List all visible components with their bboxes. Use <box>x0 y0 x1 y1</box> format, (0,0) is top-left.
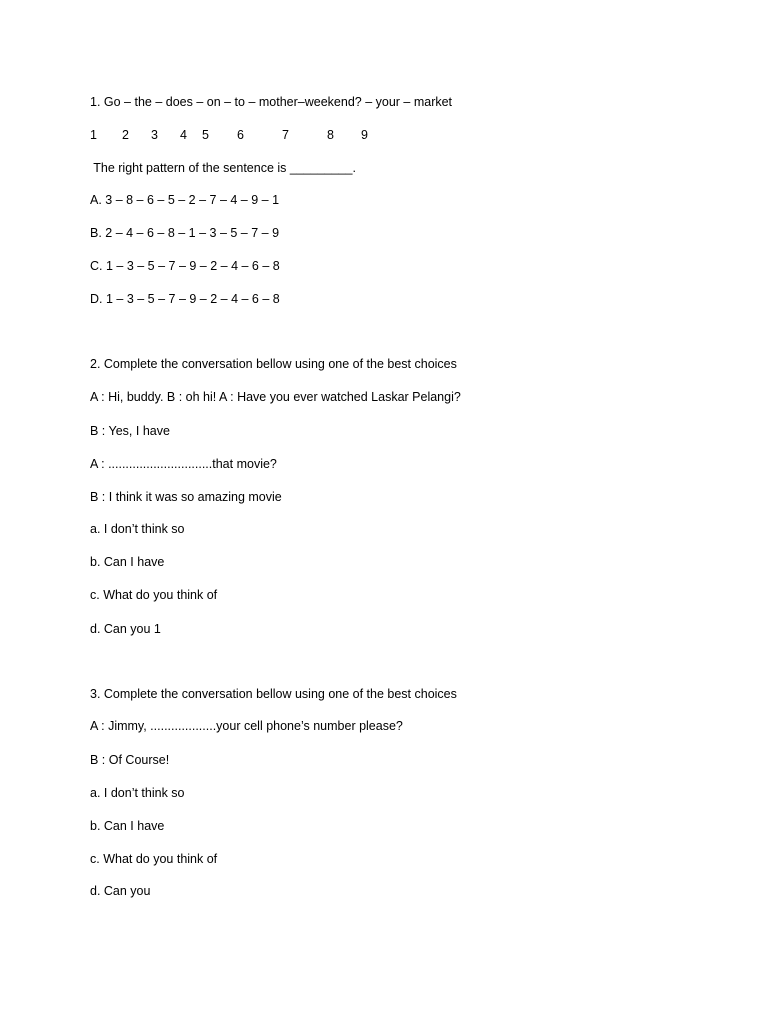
q3-dialog-line: A : Jimmy, ...................your cell phone’s number please? <box>90 719 403 733</box>
q3-option-a: a. I don’t think so <box>90 786 185 800</box>
q1-option-c: C. 1 – 3 – 5 – 7 – 9 – 2 – 4 – 6 – 8 <box>90 259 280 273</box>
q1-prompt: The right pattern of the sentence is _________. <box>90 161 356 175</box>
q2-option-a: a. I don’t think so <box>90 522 185 536</box>
q1-number: 8 <box>327 128 334 142</box>
q2-dialog-line: A : ..............................that movie? <box>90 457 277 471</box>
q2-dialog-line: B : I think it was so amazing movie <box>90 490 282 504</box>
q1-number: 5 <box>202 128 209 142</box>
q3-option-c: c. What do you think of <box>90 852 218 866</box>
q1-number: 1 <box>90 128 97 142</box>
q1-words: 1. Go – the – does – on – to – mother–weekend? – your – market <box>90 95 453 109</box>
q1-number: 6 <box>237 128 244 142</box>
q2-dialog-line: B : Yes, I have <box>90 424 170 438</box>
q1-number: 3 <box>151 128 158 142</box>
q1-number: 9 <box>361 128 368 142</box>
q1-number: 4 <box>180 128 187 142</box>
q1-number: 2 <box>122 128 129 142</box>
q3-instruction: 3. Complete the conversation bellow using one of the best choices <box>90 687 457 701</box>
q3-option-b: b. Can I have <box>90 819 165 833</box>
q3-dialog-line: B : Of Course! <box>90 753 170 767</box>
q2-option-b: b. Can I have <box>90 555 165 569</box>
q2-dialog-line: A : Hi, buddy. B : oh hi! A : Have you ever watched Laskar Pelangi? <box>90 390 461 404</box>
q1-number-row <box>0 127 768 143</box>
q2-option-c: c. What do you think of <box>90 588 218 602</box>
q2-instruction: 2. Complete the conversation bellow using one of the best choices <box>90 357 457 371</box>
q1-option-d: D. 1 – 3 – 5 – 7 – 9 – 2 – 4 – 6 – 8 <box>90 292 280 306</box>
q3-option-d: d. Can you <box>90 884 151 898</box>
q1-number: 7 <box>282 128 289 142</box>
q2-option-d: d. Can you 1 <box>90 622 161 636</box>
q1-option-b: B. 2 – 4 – 6 – 8 – 1 – 3 – 5 – 7 – 9 <box>90 226 280 240</box>
q1-option-a: A. 3 – 8 – 6 – 5 – 2 – 7 – 4 – 9 – 1 <box>90 193 280 207</box>
